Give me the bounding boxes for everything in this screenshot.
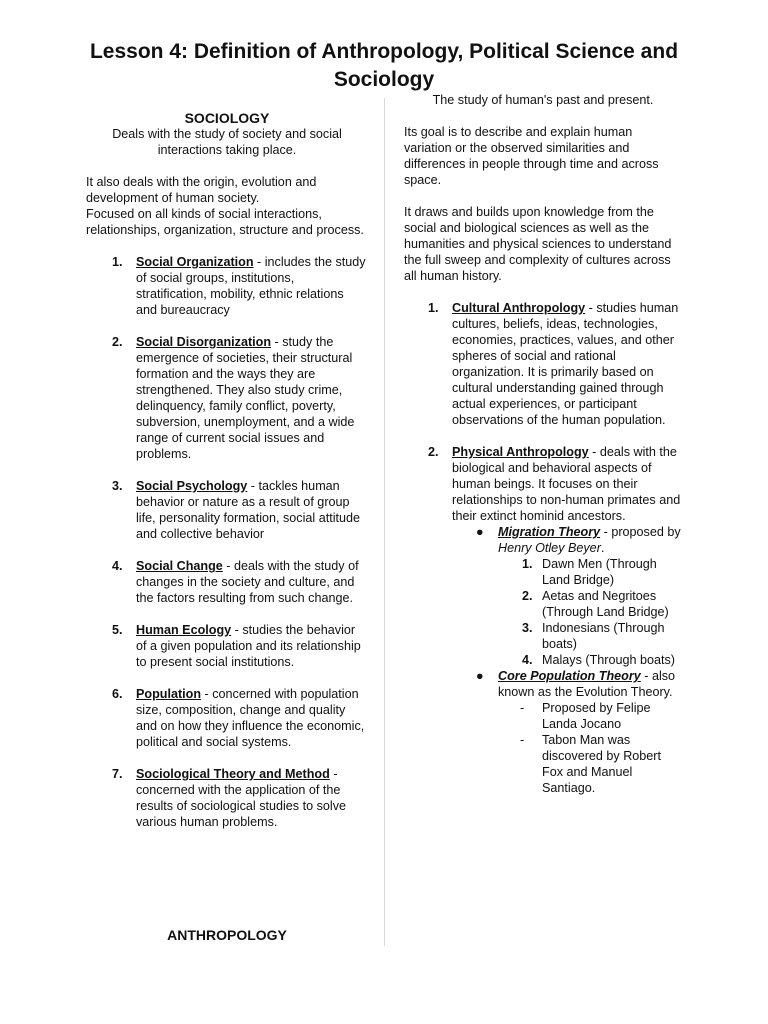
term-link: Human Ecology <box>136 623 232 637</box>
sociology-paragraph-1: It also deals with the origin, evolution and development of human society. <box>86 175 317 205</box>
sociology-heading: SOCIOLOGY <box>184 110 270 126</box>
term-link: Social Organization <box>136 255 254 269</box>
sociology-paragraph-2: Focused on all kinds of social interactions, relationships, organization, structure and process. <box>86 207 364 237</box>
migration-waves-list <box>498 556 682 668</box>
list-item <box>498 700 682 732</box>
item-text: Tabon Man was discovered by Robert Fox and Manuel Santiago. <box>542 733 662 795</box>
list-item <box>86 254 368 318</box>
anthropology-branch-list <box>404 300 682 796</box>
migration-text: - proposed by <box>600 525 681 539</box>
anthropology-paragraph-2: It draws and builds upon knowledge from the social and biological sciences as well as the humanities and physical sciences to understand the full sweep and complexity of cultures across all human history. <box>404 205 672 283</box>
item-text: - concerned with the application of the results of sociological studies to solve various human problems. <box>136 767 346 829</box>
item-number: 1. <box>428 301 439 315</box>
item-text: - study the emergence of societies, their structural formation and the ways they are strengthened. They also study crime, delinquency, family conflict, poverty, subversion, unemployment, and a wide range of current social issues and problems. <box>136 335 355 461</box>
item-number: 4. <box>112 559 123 573</box>
item-text: - tackles human behavior or nature as a result of group life, personality formation, social attitude and collective behavior <box>136 479 361 541</box>
list-item <box>404 300 682 428</box>
migration-theory-term: Migration Theory <box>498 525 601 539</box>
sociology-column <box>86 110 368 830</box>
list-item <box>86 766 368 830</box>
migration-theory-item <box>452 524 682 668</box>
term-link: Social Psychology <box>136 479 248 493</box>
anthropology-intro: The study of human's past and present. <box>432 93 654 107</box>
item-text: Dawn Men (Through Land Bridge) <box>542 557 657 587</box>
column-divider <box>384 98 385 946</box>
sociology-intro: Deals with the study of society and social interactions taking place. <box>112 127 342 157</box>
core-text: - also known as the Evolution Theory. <box>498 669 676 699</box>
anthropology-heading: ANTHROPOLOGY <box>167 927 287 943</box>
item-number: 1. <box>112 255 123 269</box>
item-number: 2. <box>522 589 533 603</box>
item-text: - deals with the biological and behavioral aspects of human beings. It focuses on their relationships to non-human primates and their extinct hominid ancestors. <box>452 445 681 523</box>
term-link: Social Change <box>136 559 223 573</box>
core-details-list <box>498 700 682 796</box>
core-population-theory-item <box>452 668 682 796</box>
dash-marker: - <box>520 701 525 715</box>
item-text: Indonesians (Through boats) <box>542 621 665 651</box>
list-item <box>404 444 682 796</box>
term-link: Sociological Theory and Method <box>136 767 330 781</box>
list-item <box>86 686 368 750</box>
list-item <box>498 588 682 620</box>
term-link: Social Disorganization <box>136 335 272 349</box>
list-item <box>86 334 368 462</box>
item-number: 4. <box>522 653 533 667</box>
list-item <box>86 558 368 606</box>
list-item <box>498 620 682 652</box>
item-number: 2. <box>428 445 439 459</box>
migration-end: . <box>600 541 605 555</box>
page-title: Lesson 4: Definition of Anthropology, Political Science and Sociology <box>89 40 679 91</box>
anthropology-paragraph-1: Its goal is to describe and explain human variation or the observed similarities and differences in people through time and across space. <box>404 125 659 187</box>
term-link: Physical Anthropology <box>452 445 589 459</box>
anthropology-column <box>404 92 682 796</box>
bullet-icon: ● <box>476 669 484 683</box>
item-text: Aetas and Negritoes (Through Land Bridge) <box>542 589 669 619</box>
bullet-icon: ● <box>476 525 484 539</box>
theory-list <box>452 524 682 796</box>
item-text: - concerned with population size, composition, change and quality and on how they influence the economic, political and social systems. <box>136 687 365 749</box>
list-item <box>86 478 368 542</box>
item-number: 6. <box>112 687 123 701</box>
item-number: 7. <box>112 767 123 781</box>
core-population-theory-term: Core Population Theory <box>498 669 641 683</box>
item-text: - studies human cultures, beliefs, ideas, technologies, economies, practices, values, and other spheres of social and rational organization. It is primarily based on cultural understanding gained through actual experiences, or participant observations of the human population. <box>452 301 679 427</box>
item-text: - includes the study of social groups, institutions, stratification, mobility, ethnic relations and bureaucracy <box>136 255 366 317</box>
term-link: Population <box>136 687 202 701</box>
list-item <box>498 732 682 796</box>
list-item <box>498 652 682 668</box>
list-item <box>498 556 682 588</box>
item-text: Proposed by Felipe Landa Jocano <box>542 701 651 731</box>
item-text: - studies the behavior of a given population and its relationship to present social institutions. <box>136 623 361 669</box>
dash-marker: - <box>520 733 525 747</box>
item-number: 3. <box>112 479 123 493</box>
item-number: 3. <box>522 621 533 635</box>
item-text: Malays (Through boats) <box>542 653 675 667</box>
sociology-branch-list <box>86 254 368 830</box>
migration-person: Henry Otley Beyer <box>498 541 601 555</box>
term-link: Cultural Anthropology <box>452 301 586 315</box>
item-text: - deals with the study of changes in the society and culture, and the factors resulting from such change. <box>136 559 359 605</box>
item-number: 2. <box>112 335 123 349</box>
item-number: 5. <box>112 623 123 637</box>
list-item <box>86 622 368 670</box>
item-number: 1. <box>522 557 533 571</box>
